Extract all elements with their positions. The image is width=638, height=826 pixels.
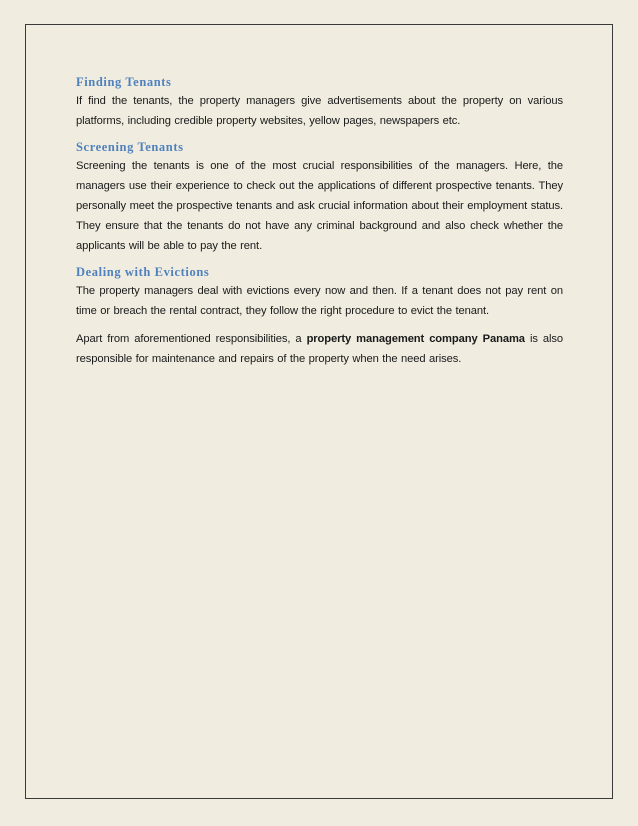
closing-bold-phrase: property management company Panama (306, 333, 525, 345)
section-paragraph: Screening the tenants is one of the most crucial responsibilities of the managers. Here, the managers use their experience to check out the applications of different prospective tenants. They personally meet the prospective tenants and ask crucial information about their employment status. They ensure that the tenants do not have any criminal background and also check whether the applicants will be able to pay the rent. (76, 160, 563, 252)
section-paragraph: The property managers deal with evictions every now and then. If a tenant does not pay rent on time or breach the rental contract, they follow the right procedure to evict the tenant. (76, 285, 563, 317)
section-finding-tenants (76, 74, 563, 131)
section-heading: Finding Tenants (76, 75, 172, 89)
closing-text-after: is also responsible for maintenance and repairs of the property when the need arises. (76, 333, 563, 365)
section-heading: Screening Tenants (76, 140, 184, 154)
closing-text-before: Apart from aforementioned responsibilities, a (76, 333, 307, 345)
closing-paragraph (76, 329, 563, 369)
section-dealing-with-evictions (76, 264, 563, 321)
section-heading: Dealing with Evictions (76, 265, 210, 279)
document-body (76, 74, 563, 369)
section-screening-tenants (76, 139, 563, 256)
section-paragraph: If find the tenants, the property managers give advertisements about the property on various platforms, including credible property websites, yellow pages, newspapers etc. (76, 95, 563, 127)
